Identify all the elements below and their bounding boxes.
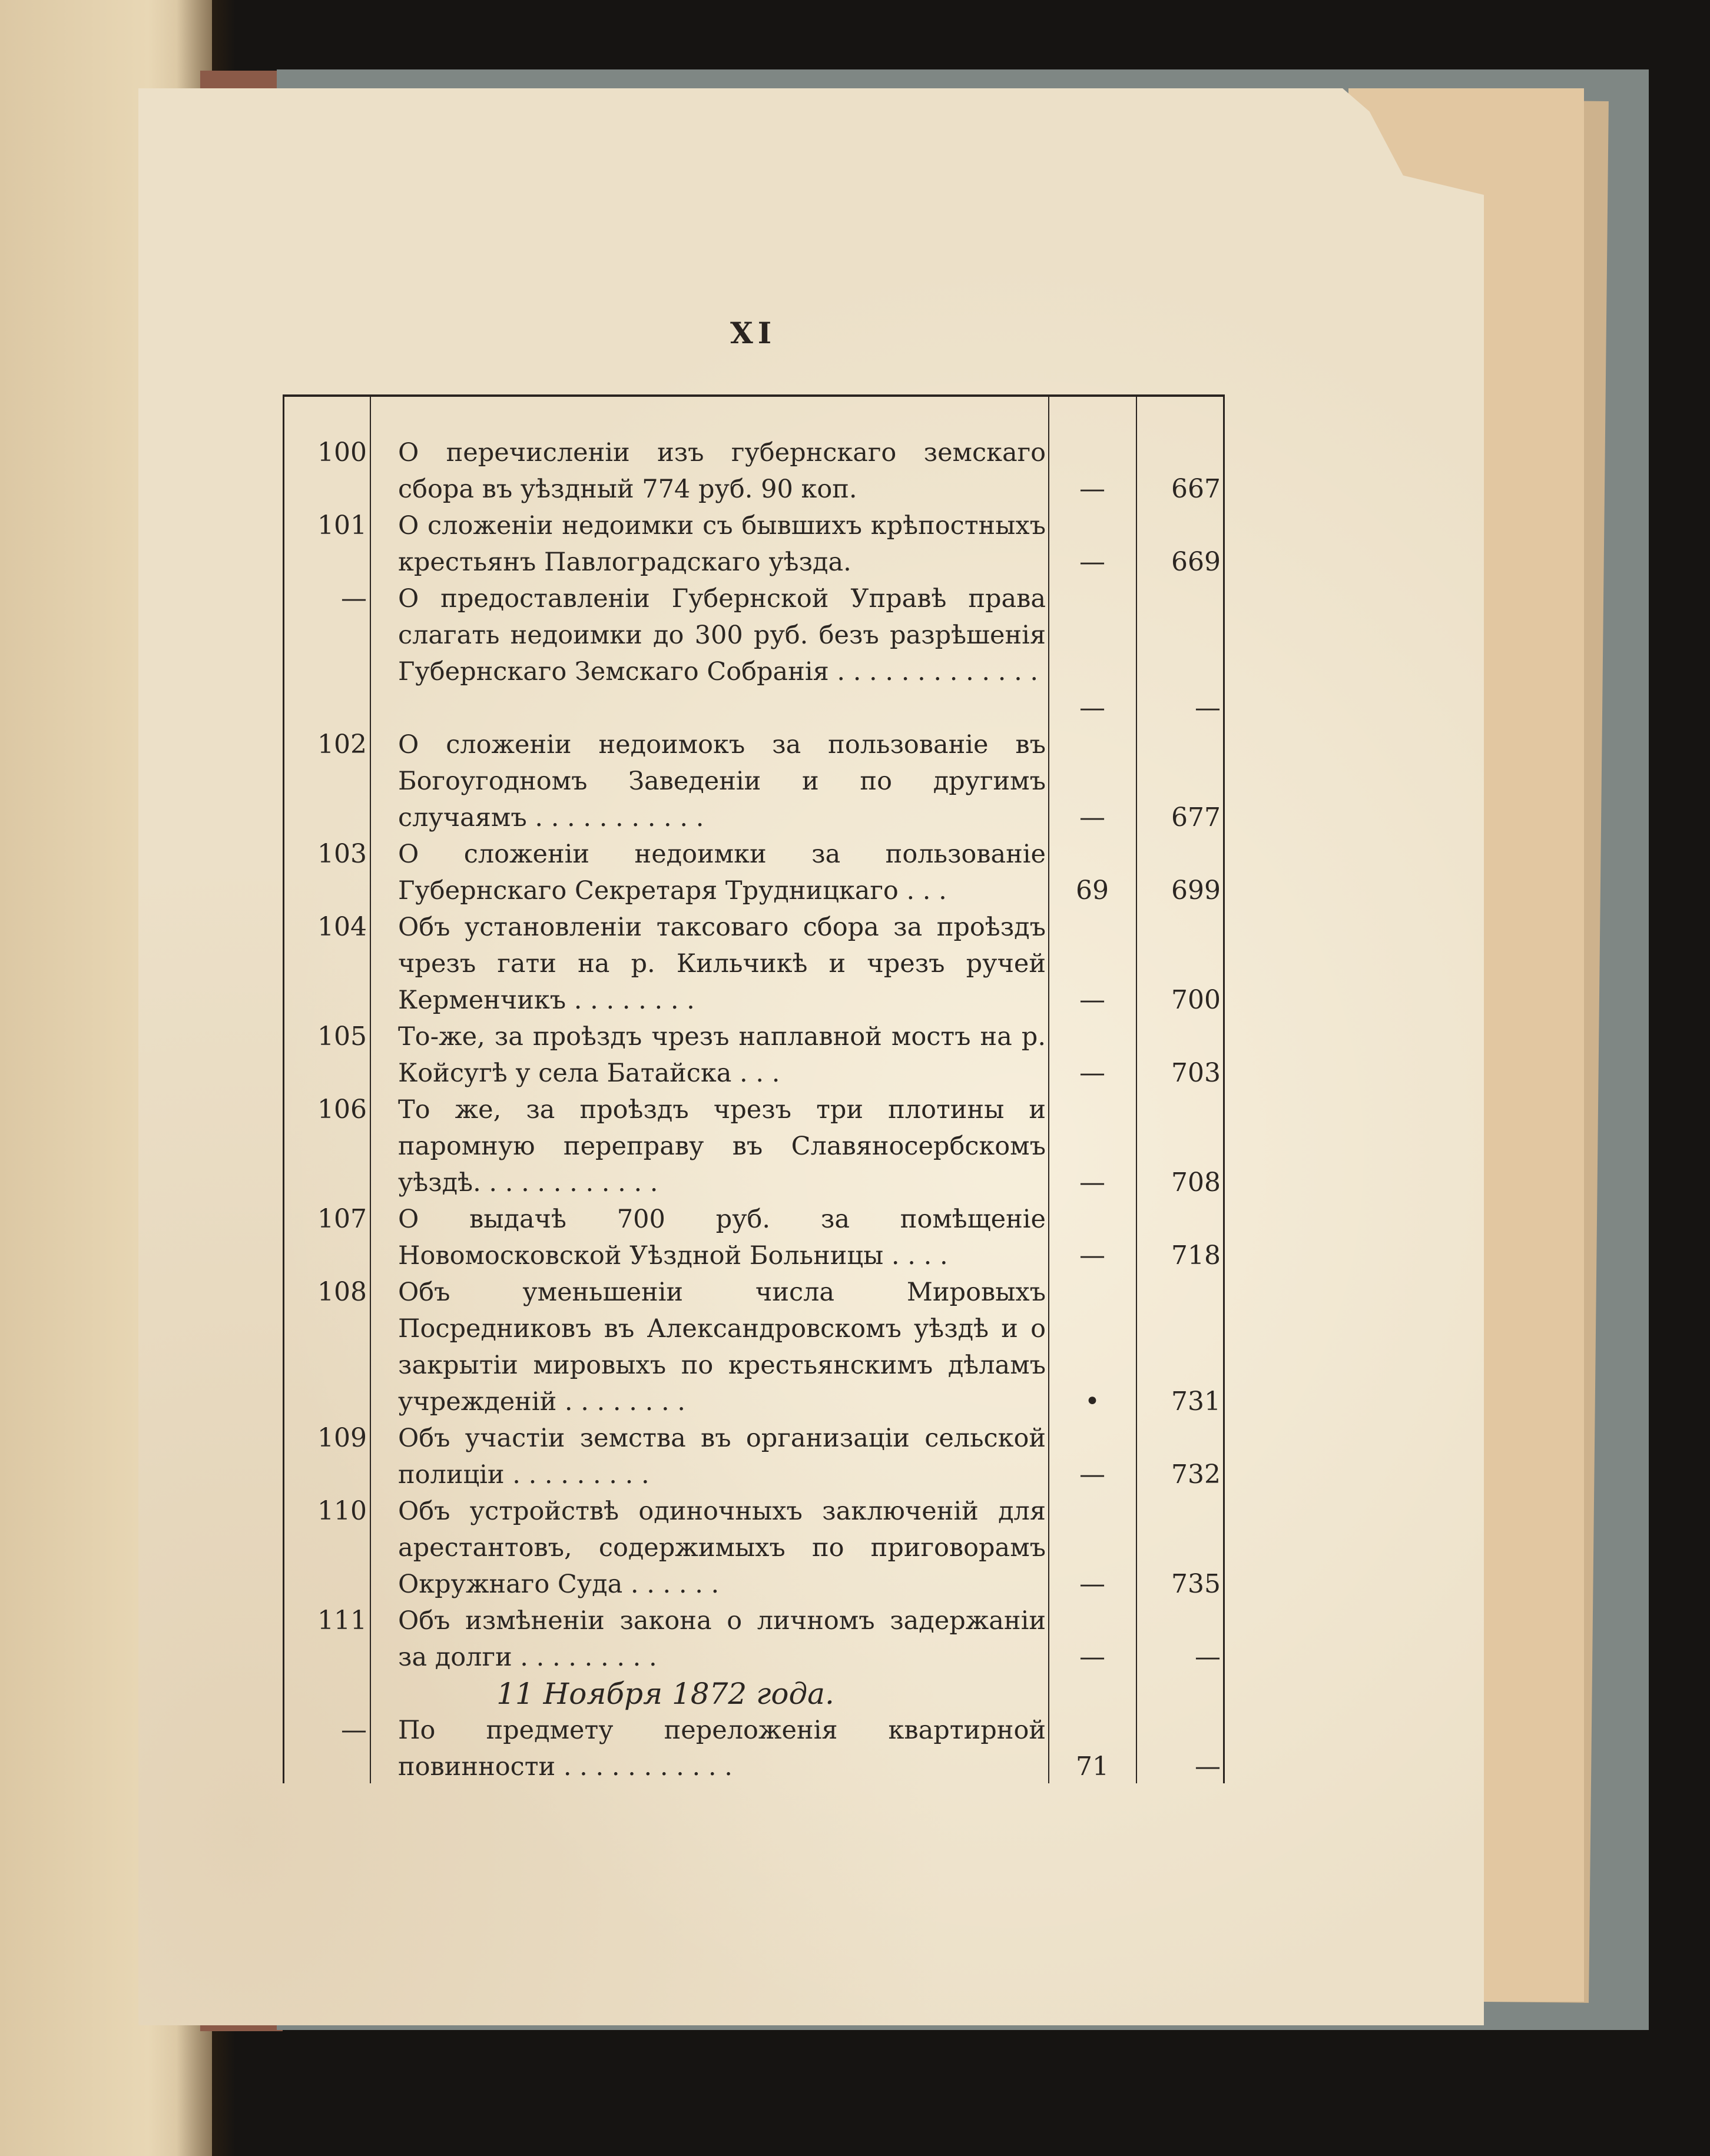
entry-page: 699 [1171,875,1221,905]
entry-number: 107 [317,1204,367,1234]
entry-col-a: — [1079,474,1105,504]
entry-number: 102 [317,729,367,759]
entry-page: — [1195,1642,1221,1672]
entry-col-a: — [1079,1167,1105,1198]
entry-col-a: — [1079,693,1105,723]
entry-number: 101 [317,510,367,540]
entry-col-a: — [1079,547,1105,577]
entry-page: 667 [1171,474,1221,504]
entry-page: 735 [1171,1569,1221,1599]
entry-page: 703 [1171,1058,1221,1088]
entry-title: Объ установленіи таксоваго сбора за проѣздъ чрезъ гати на р. Кильчикѣ и чрезъ ручей Керменчикъ . . . . . . . . [398,913,1046,1015]
entry-col-a: — [1079,1460,1105,1490]
entry-title: О предоставленіи Губернской Управѣ права слагать недоимки до 300 руб. безъ разрѣшенія Губернскаго Земскаго Собранія . . . . . . . . . . . . . [398,584,1046,686]
entry-title: Объ устройствѣ одиночныхъ заключеній для арестантовъ, содержимыхъ по приговорамъ Окружнаго Суда . . . . . . [398,1497,1046,1599]
entry-number: 104 [317,912,367,942]
entry-number: 110 [317,1496,367,1526]
entry-number: 106 [317,1094,367,1125]
entry-page: 708 [1171,1167,1221,1198]
column-divider [370,397,371,1783]
entry-number: 100 [317,437,367,467]
entry-title: Объ уменьшеніи числа Мировыхъ Посредниковъ въ Александровскомъ уѣздѣ и о закрытіи мировыхъ по крестьянскимъ дѣламъ учрежденій . . . . . . . . [398,1278,1046,1417]
contents-table [283,394,1225,1783]
entry-page: — [1195,1752,1221,1782]
entry-number: 108 [317,1277,367,1307]
entry-page: 718 [1171,1240,1221,1271]
entry-col-a: 71 [1076,1752,1109,1782]
entry-number: 111 [317,1606,367,1636]
entry-title: О перечисленіи изъ губернскаго земскаго сбора въ уѣздный 774 руб. 90 коп. [398,438,1046,504]
section-date-heading: 11 Ноября 1872 года. [496,1677,834,1711]
entry-page: 731 [1171,1387,1221,1417]
column-divider [1136,397,1137,1783]
entry-number: 103 [317,839,367,869]
entry-page: 700 [1171,985,1221,1015]
entry-col-a: — [1079,985,1105,1015]
entry-title: Объ измѣненіи закона о личномъ задержаніи за долги . . . . . . . . . [398,1606,1046,1672]
entry-title: О сложеніи недоимки за пользованіе Губернскаго Секретаря Трудницкаго . . . [398,840,1046,905]
entry-col-a: — [1079,1240,1105,1271]
entry-page: 732 [1171,1460,1221,1490]
entry-page: — [1195,693,1221,723]
entry-title: То-же, за проѣздъ чрезъ наплавной мостъ на р. Койсугѣ у села Батайска . . . [398,1022,1046,1088]
entry-page: 669 [1171,547,1221,577]
entry-number: — [341,1715,367,1745]
entry-col-a: — [1079,1569,1105,1599]
entry-col-a: — [1079,1058,1105,1088]
entry-title: То же, за проѣздъ чрезъ три плотины и паромную переправу въ Славяносербскомъ уѣздѣ. . . . . . . . . . . . [398,1095,1046,1198]
entry-col-a: 69 [1076,875,1109,905]
entry-number: — [341,583,367,613]
entry-page: 677 [1171,802,1221,832]
entry-number: 109 [317,1423,367,1453]
entry-number: 105 [317,1021,367,1052]
entry-title: Объ участіи земства въ организаціи сельской полиціи . . . . . . . . . [398,1424,1046,1490]
table-border-right [1223,397,1225,1783]
entry-title: По предмету переложенія квартирной повинности . . . . . . . . . . . [398,1716,1046,1782]
entry-title: О выдачѣ 700 руб. за помѣщеніе Новомосковской Уѣздной Больницы . . . . [398,1205,1046,1271]
entry-title: О сложеніи недоимокъ за пользованіе въ Богоугодномъ Заведеніи и по другимъ случаямъ . . . . . . . . . . . [398,730,1046,832]
entry-title: О сложеніи недоимки съ бывшихъ крѣпостныхъ крестьянъ Павлоградскаго уѣзда. [398,511,1046,577]
entry-col-a: • [1085,1387,1100,1417]
page-number: XI [730,316,777,350]
entry-col-a: — [1079,802,1105,832]
entry-col-a: — [1079,1642,1105,1672]
column-divider [1048,397,1049,1783]
